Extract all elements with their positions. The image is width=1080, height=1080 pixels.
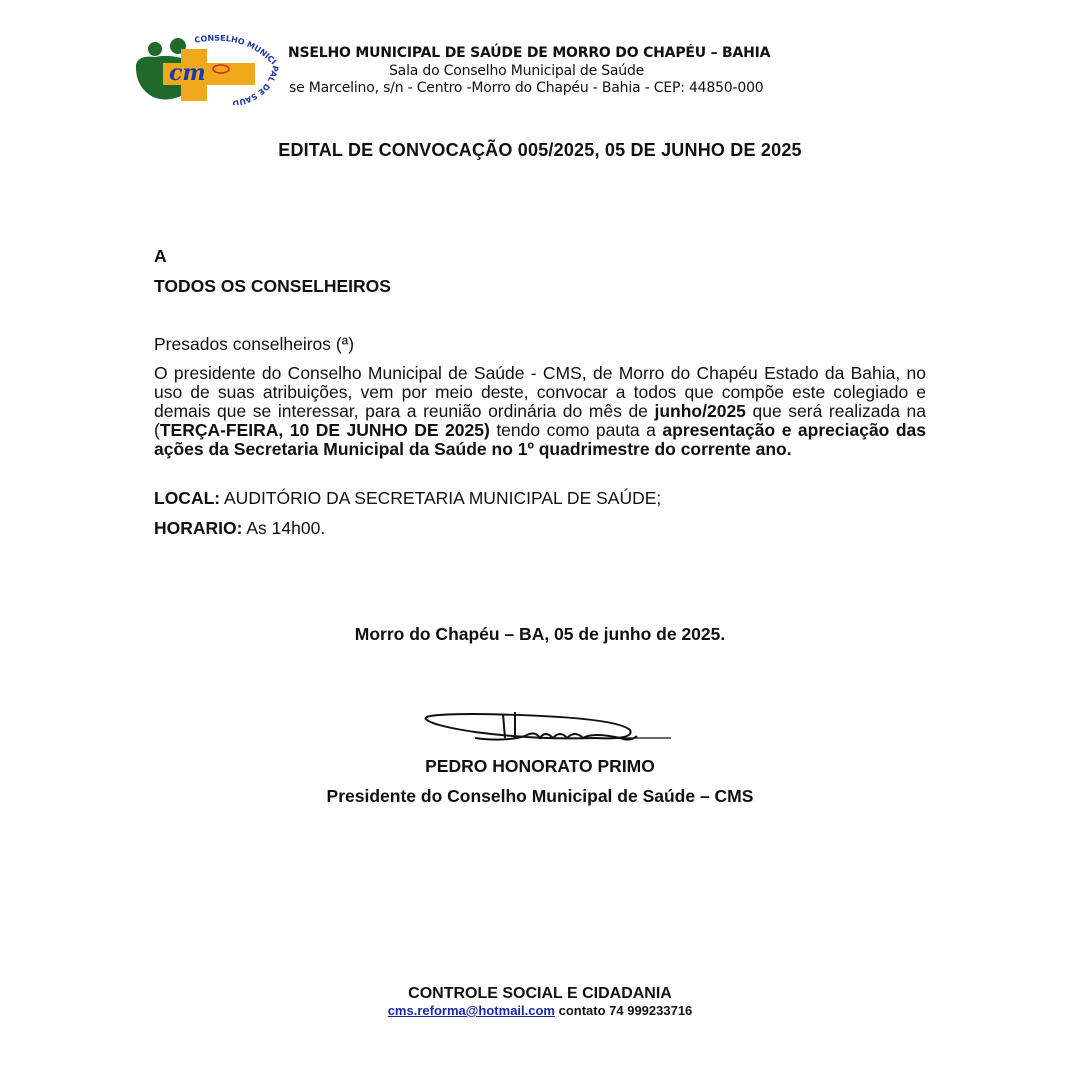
header-council-name: NSELHO MUNICIPAL DE SAÚDE DE MORRO DO CHAPÉU – BAHIA: [288, 45, 771, 61]
svg-text:cm: cm: [169, 60, 206, 86]
signatory-name: PEDRO HONORATO PRIMO: [425, 756, 655, 776]
recipient: TODOS OS CONSELHEIROS: [154, 276, 391, 296]
location-line: [154, 488, 926, 509]
location-label: LOCAL:: [154, 488, 221, 508]
time-value: As 14h00.: [242, 518, 326, 538]
footer-contact: [0, 1003, 1080, 1018]
footer-motto: CONTROLE SOCIAL E CIDADANIA: [408, 985, 672, 1002]
header-room: Sala do Conselho Municipal de Saúde: [389, 63, 645, 79]
meeting-month: junho/2025: [654, 401, 746, 421]
paragraph-text: que será realizada na (: [154, 401, 926, 440]
paragraph-text: tendo como pauta a: [489, 420, 663, 440]
paragraph-text: O presidente do Conselho Municipal de Saúde - CMS, de Morro do Chapéu Estado da Bahia, no uso de suas atribuições, vem por meio deste, convocar a todos que compõe este colegiado e demais que se interessar, para a reunião ordinária do mês de: [154, 363, 926, 421]
document-title: EDITAL DE CONVOCAÇÃO 005/2025, 05 DE JUNHO DE 2025: [278, 140, 802, 160]
header-address: se Marcelino, s/n - Centro -Morro do Chapéu - Bahia - CEP: 44850-000: [289, 80, 764, 96]
recipient-prefix: A: [154, 246, 167, 266]
location-value: AUDITÓRIO DA SECRETARIA MUNICIPAL DE SAÚDE;: [220, 488, 662, 508]
convocation-paragraph: [154, 364, 926, 459]
time-line: [154, 518, 926, 539]
email-link[interactable]: cms.reforma@hotmail.com: [387, 1003, 555, 1018]
place-and-date: Morro do Chapéu – BA, 05 de junho de 2025.: [354, 624, 726, 644]
meeting-date: TERÇA-FEIRA, 10 DE JUNHO DE 2025): [159, 420, 490, 440]
phone-contact: contato 74 999233716: [554, 1003, 693, 1018]
handwritten-signature: [415, 708, 675, 748]
greeting: Presados conselheiros (ª): [154, 334, 355, 354]
time-label: HORARIO:: [154, 518, 243, 538]
meeting-agenda: apresentação e apreciação das ações da Secretaria Municipal da Saúde no 1º quadrimestre do corrente ano.: [154, 420, 927, 459]
signatory-role: Presidente do Conselho Municipal de Saúde – CMS: [326, 786, 754, 806]
council-logo: [133, 35, 283, 105]
svg-text:CONSELHO MUNICIPAL DE SAÚDE: CONSELHO MUNICIPAL DE SAÚD: [193, 35, 280, 105]
